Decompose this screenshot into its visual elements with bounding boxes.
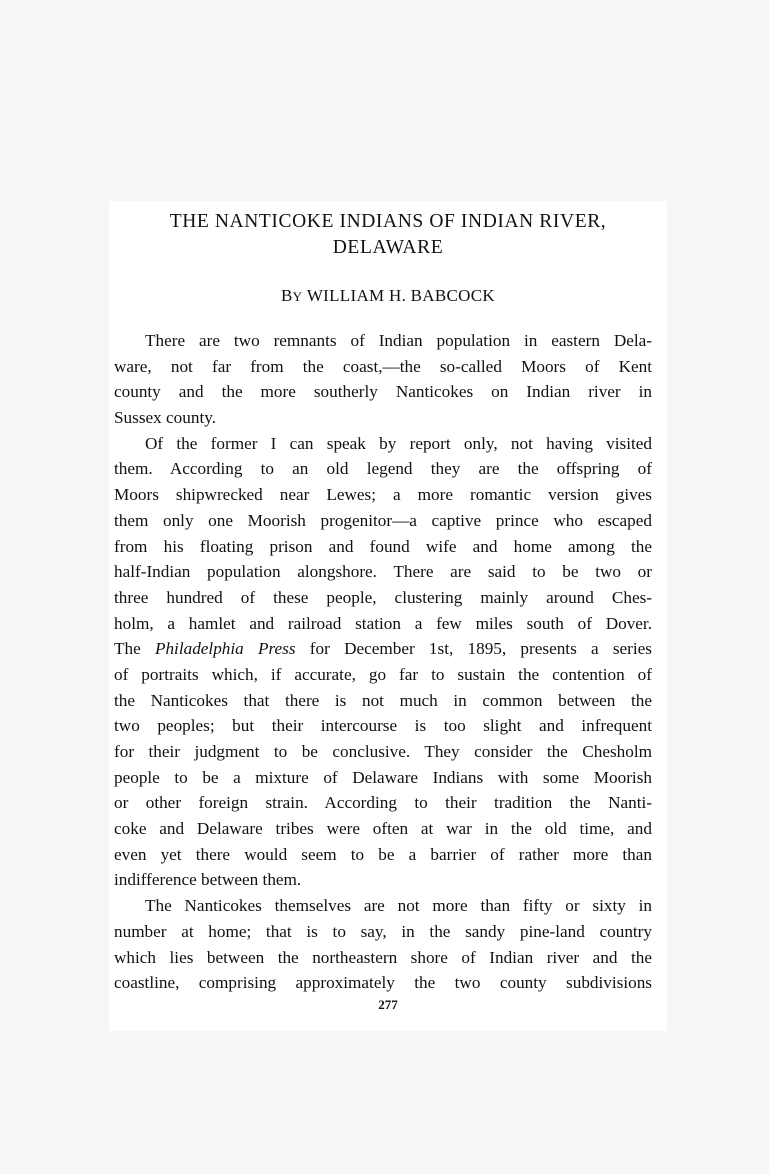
text-line: of portraits which, if accurate, go far to sustain the contention of (114, 664, 652, 684)
text-line: Sussex county. (114, 408, 217, 428)
text-line: for their judgment to be conclusive. They consider the Chesholm (114, 742, 652, 761)
text-line: coke and Delaware tribes were often at war in the old time, and (114, 819, 652, 839)
byline-by-rest: Y (292, 289, 303, 304)
text-line: people to be a mixture of Delaware Indians with some Moorish (114, 767, 652, 787)
text-line: half-Indian population alongshore. There are said to be two or (114, 562, 652, 582)
author-name: WILLIAM H. BABCOCK (306, 286, 495, 305)
article-body (114, 328, 652, 996)
text-line: county and the more southerly Nanticokes on Indian river in (114, 382, 652, 402)
text-line: from his floating prison and found wife and home among the (114, 536, 652, 556)
text-line: indifference between them. (114, 870, 302, 890)
title-line-1: THE NANTICOKE INDIANS OF INDIAN RIVER, (169, 211, 607, 232)
byline-by-initial: B (281, 286, 293, 305)
text-line: two peoples; but their intercourse is too slight and infrequent (114, 716, 652, 736)
paragraph (114, 431, 652, 893)
paragraph (114, 328, 652, 431)
page-number: 277 (378, 997, 398, 1012)
text-line: them only one Moorish progenitor—a captive prince who escaped (114, 510, 652, 530)
text-line: number at home; that is to say, in the sandy pine-land country (114, 921, 652, 941)
text-line: them. According to an old legend they are the offspring of (114, 459, 652, 479)
text-line: even yet there would seem to be a barrier of rather more than (114, 844, 652, 864)
book-page (109, 201, 667, 1031)
text-line: The Nanticokes themselves are not more than fifty or sixty in (145, 896, 652, 916)
text-line: Of the former I can speak by report only, not having visited (145, 433, 652, 453)
text-line: coastline, comprising approximately the two county subdivisions (114, 973, 652, 993)
author-byline (109, 285, 667, 308)
text-line: the Nanticokes that there is not much in common between the (114, 690, 652, 710)
text-line: ware, not far from the coast,—the so-called Moors of Kent (114, 356, 652, 376)
article-title (109, 209, 667, 261)
text-line: three hundred of these people, clustering mainly around Ches- (114, 587, 652, 607)
text-line: or other foreign strain. According to their tradition the Nanti- (114, 793, 652, 813)
text-line: holm, a hamlet and railroad station a few miles south of Dover. (114, 613, 652, 633)
text-line: Moors shipwrecked near Lewes; a more romantic version gives (114, 485, 652, 505)
title-line-2: DELAWARE (332, 237, 444, 258)
paragraph (114, 893, 652, 996)
text-line: which lies between the northeastern shore of Indian river and the (114, 947, 652, 967)
text-line: The Philadelphia Press for December 1st, 1895, presents a series (114, 639, 652, 659)
text-line: There are two remnants of Indian population in eastern Dela- (145, 331, 652, 350)
